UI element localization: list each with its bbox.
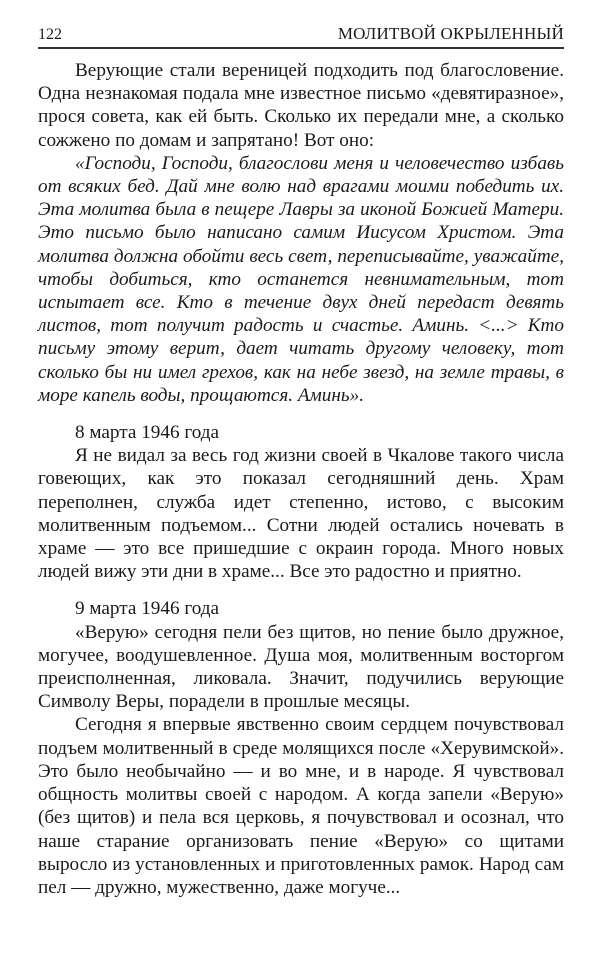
diary-date-march-8: 8 марта 1946 года bbox=[75, 422, 220, 444]
page-header bbox=[38, 18, 564, 49]
page-body bbox=[38, 59, 564, 899]
running-title: МОЛИТВОЙ ОКРЫЛЕННЫЙ bbox=[337, 24, 564, 43]
paragraph-march-8: Я не видал за весь год жизни своей в Чкалове такого числа говеющих, как это показал сегодняшний день. Храм переполнен, служба идет степенно, истово, с высоким молитвенным подъемом... Сотни людей остались ночевать в храме — это все пришедшие с окраин города. Много новых людей вижу эти дни в храме... Все это радостно и приятно. bbox=[38, 445, 564, 583]
diary-date-march-9: 9 марта 1946 года bbox=[75, 598, 220, 620]
paragraph-march-9-a: «Верую» сегодня пели без щитов, но пение было дружное, могучее, воодушевленное. Душа моя, молитвенным восторгом преисполненная, ликовала. Значит, подучились верующие Символу Веры, порадели в прошлые месяцы. bbox=[38, 621, 564, 713]
paragraph-intro: Верующие стали вереницей подходить под благословение. Одна незнакомая подала мне известное письмо «девятиразное», прося совета, как ей быть. Сколько их передали мне, а сколько сожжено по домам и запрятано! Вот оно: bbox=[38, 60, 564, 151]
quoted-letter: «Господи, Господи, благослови меня и человечество избавь от всяких бед. Дай мне волю над врагами моими победить их. Эта молитва была в пещере Лавры за иконой Божией Матери. Это письмо было написано самим Иисусом Христом. Эта молитва должна обойти весь свет, переписывайте, уважайте, чтобы добиться, кто останется невнимательным, тот испытает все. Кто в течение двух дней передаст девять листов, тот получит радость и счастье. Аминь. <...> Кто письму этому верит, дает читать другому человеку, тот сколько бы ни имел грехов, как на небе звезд, на земле травы, в море капель воды, прощаются. Аминь». bbox=[38, 152, 564, 406]
book-page bbox=[38, 18, 564, 899]
page-number: 122 bbox=[38, 26, 62, 43]
paragraph-march-9-b: Сегодня я впервые явственно своим сердцем почувствовал подъем молитвенный в среде молящихся после «Херувимской». Это было необычайно — и во мне, и в народе. Я чувствовал общность молитвы своей с народом. А когда запели «Верую» (без щитов) и пела вся церковь, я почувствовал и осознал, что наше старание организовать пение «Верую» со щитами выросло из установленных и приготовленных рамок. Народ сам пел — дружно, мужественно, даже могуче... bbox=[38, 714, 564, 898]
